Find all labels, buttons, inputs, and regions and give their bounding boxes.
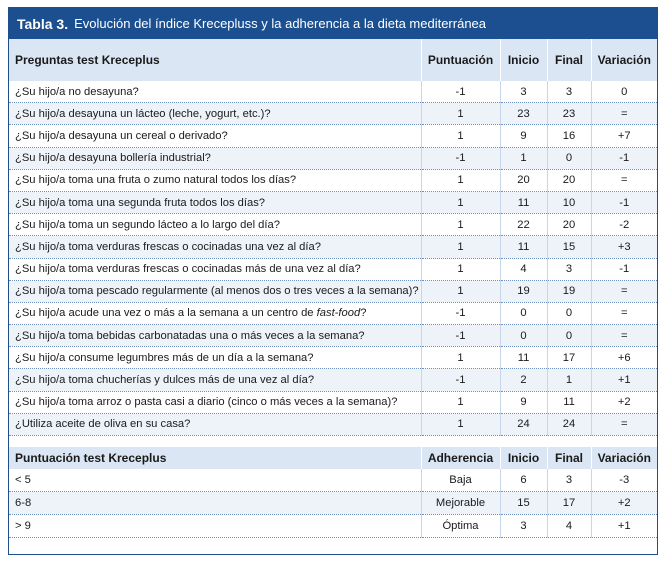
- question-cell: ¿Su hijo/a toma chucherías y dulces más de una vez al día?: [9, 369, 421, 391]
- score-cell: 1: [421, 413, 500, 435]
- table-row: [9, 191, 657, 213]
- table-number: Tabla 3.: [17, 15, 69, 32]
- table-row: [9, 169, 657, 191]
- question-cell: ¿Su hijo/a toma bebidas carbonatadas una o más veces a la semana?: [9, 325, 421, 347]
- end-cell: 17: [547, 492, 591, 515]
- table-row: [9, 369, 657, 391]
- score-cell: -1: [421, 325, 500, 347]
- table-row: [9, 147, 657, 169]
- question-cell: ¿Su hijo/a no desayuna?: [9, 81, 421, 103]
- variation-cell: -2: [591, 214, 657, 236]
- start-cell: 20: [500, 169, 547, 191]
- score-cell: 1: [421, 125, 500, 147]
- end-cell: 0: [547, 302, 591, 324]
- question-cell: ¿Su hijo/a desayuna un lácteo (leche, yogurt, etc.)?: [9, 103, 421, 125]
- start-cell: 0: [500, 325, 547, 347]
- col-header-end: Final: [547, 39, 591, 81]
- table-row: [9, 325, 657, 347]
- question-cell: ¿Su hijo/a toma pescado regularmente (al menos dos o tres veces a la semana)?: [9, 280, 421, 302]
- start-cell: 4: [500, 258, 547, 280]
- score-cell: 1: [421, 280, 500, 302]
- start-cell: 23: [500, 103, 547, 125]
- question-cell: ¿Su hijo/a desayuna un cereal o derivado?: [9, 125, 421, 147]
- score-cell: -1: [421, 369, 500, 391]
- col-header-questions: Preguntas test Kreceplus: [9, 39, 421, 81]
- question-cell: ¿Utiliza aceite de oliva en su casa?: [9, 413, 421, 435]
- start-cell: 9: [500, 391, 547, 413]
- table-row: [9, 391, 657, 413]
- variation-cell: +3: [591, 236, 657, 258]
- variation-cell: -1: [591, 191, 657, 213]
- end-cell: 16: [547, 125, 591, 147]
- end-cell: 0: [547, 325, 591, 347]
- question-cell: ¿Su hijo/a toma una fruta o zumo natural todos los días?: [9, 169, 421, 191]
- score-cell: 1: [421, 258, 500, 280]
- end-cell: 20: [547, 214, 591, 236]
- question-cell: ¿Su hijo/a toma verduras frescas o cocinadas más de una vez al día?: [9, 258, 421, 280]
- variation-cell: =: [591, 169, 657, 191]
- variation-cell: =: [591, 103, 657, 125]
- score-range-cell: < 5: [9, 469, 421, 492]
- question-cell: ¿Su hijo/a desayuna bollería industrial?: [9, 147, 421, 169]
- start-cell: 11: [500, 191, 547, 213]
- score-cell: 1: [421, 191, 500, 213]
- score-range-cell: > 9: [9, 515, 421, 538]
- col-header-variation: Variación: [591, 447, 657, 469]
- table-row: [9, 515, 657, 538]
- score-cell: 1: [421, 236, 500, 258]
- variation-cell: +1: [591, 369, 657, 391]
- question-text: ¿Su hijo/a acude una vez o más a la semana a un centro de: [15, 307, 317, 320]
- variation-cell: +6: [591, 347, 657, 369]
- score-cell: 1: [421, 347, 500, 369]
- score-cell: 1: [421, 214, 500, 236]
- col-header-start: Inicio: [500, 447, 547, 469]
- end-cell: 1: [547, 369, 591, 391]
- adherence-cell: Mejorable: [421, 492, 500, 515]
- end-cell: 17: [547, 347, 591, 369]
- table-header-row: [9, 447, 657, 469]
- end-cell: 15: [547, 236, 591, 258]
- variation-cell: -1: [591, 258, 657, 280]
- table-row: [9, 258, 657, 280]
- end-cell: 11: [547, 391, 591, 413]
- question-cell: [9, 302, 421, 324]
- col-header-score: Puntuación: [421, 39, 500, 81]
- adherence-table: [9, 447, 657, 538]
- col-header-start: Inicio: [500, 39, 547, 81]
- end-cell: 0: [547, 147, 591, 169]
- score-cell: -1: [421, 302, 500, 324]
- variation-cell: +7: [591, 125, 657, 147]
- table-row: [9, 469, 657, 492]
- table-row: [9, 302, 657, 324]
- score-cell: 1: [421, 103, 500, 125]
- question-text-end: ?: [360, 307, 367, 320]
- score-cell: 1: [421, 391, 500, 413]
- variation-cell: +2: [591, 391, 657, 413]
- variation-cell: -1: [591, 147, 657, 169]
- table-row: [9, 125, 657, 147]
- col-header-score-range: Puntuación test Kreceplus: [9, 447, 421, 469]
- col-header-end: Final: [547, 447, 591, 469]
- end-cell: 20: [547, 169, 591, 191]
- end-cell: 3: [547, 469, 591, 492]
- table-row: [9, 214, 657, 236]
- table-header-row: [9, 39, 657, 81]
- table-spacer: [9, 436, 657, 447]
- end-cell: 3: [547, 258, 591, 280]
- start-cell: 11: [500, 236, 547, 258]
- question-cell: ¿Su hijo/a toma un segundo lácteo a lo largo del día?: [9, 214, 421, 236]
- question-cell: ¿Su hijo/a toma verduras frescas o cocinadas una vez al día?: [9, 236, 421, 258]
- kreceplus-questions-table: [9, 39, 657, 436]
- start-cell: 22: [500, 214, 547, 236]
- start-cell: 19: [500, 280, 547, 302]
- variation-cell: +1: [591, 515, 657, 538]
- start-cell: 9: [500, 125, 547, 147]
- end-cell: 24: [547, 413, 591, 435]
- variation-cell: -3: [591, 469, 657, 492]
- start-cell: 2: [500, 369, 547, 391]
- variation-cell: +2: [591, 492, 657, 515]
- end-cell: 10: [547, 191, 591, 213]
- table-row: [9, 413, 657, 435]
- table-row: [9, 103, 657, 125]
- variation-cell: =: [591, 280, 657, 302]
- variation-cell: =: [591, 413, 657, 435]
- col-header-adherence: Adherencia: [421, 447, 500, 469]
- score-cell: -1: [421, 81, 500, 103]
- end-cell: 3: [547, 81, 591, 103]
- score-cell: 1: [421, 169, 500, 191]
- start-cell: 0: [500, 302, 547, 324]
- variation-cell: =: [591, 325, 657, 347]
- table-title-text: Evolución del índice Krecepluss y la adherencia a la dieta mediterránea: [74, 16, 487, 31]
- start-cell: 1: [500, 147, 547, 169]
- end-cell: 23: [547, 103, 591, 125]
- table-row: [9, 347, 657, 369]
- table-row: [9, 492, 657, 515]
- adherence-cell: Baja: [421, 469, 500, 492]
- adherence-cell: Óptima: [421, 515, 500, 538]
- start-cell: 3: [500, 515, 547, 538]
- col-header-variation: Variación: [591, 39, 657, 81]
- question-cell: ¿Su hijo/a consume legumbres más de un día a la semana?: [9, 347, 421, 369]
- question-emphasis: fast-food: [316, 307, 361, 320]
- score-cell: -1: [421, 147, 500, 169]
- score-range-cell: 6-8: [9, 492, 421, 515]
- table-row: [9, 81, 657, 103]
- table-row: [9, 236, 657, 258]
- start-cell: 6: [500, 469, 547, 492]
- variation-cell: 0: [591, 81, 657, 103]
- question-cell: ¿Su hijo/a toma una segunda fruta todos los días?: [9, 191, 421, 213]
- question-cell: ¿Su hijo/a toma arroz o pasta casi a diario (cinco o más veces a la semana)?: [9, 391, 421, 413]
- start-cell: 11: [500, 347, 547, 369]
- end-cell: 4: [547, 515, 591, 538]
- end-cell: 19: [547, 280, 591, 302]
- table-title: [9, 8, 657, 39]
- start-cell: 24: [500, 413, 547, 435]
- start-cell: 3: [500, 81, 547, 103]
- table-row: [9, 280, 657, 302]
- variation-cell: =: [591, 302, 657, 324]
- table-frame: [8, 7, 658, 555]
- start-cell: 15: [500, 492, 547, 515]
